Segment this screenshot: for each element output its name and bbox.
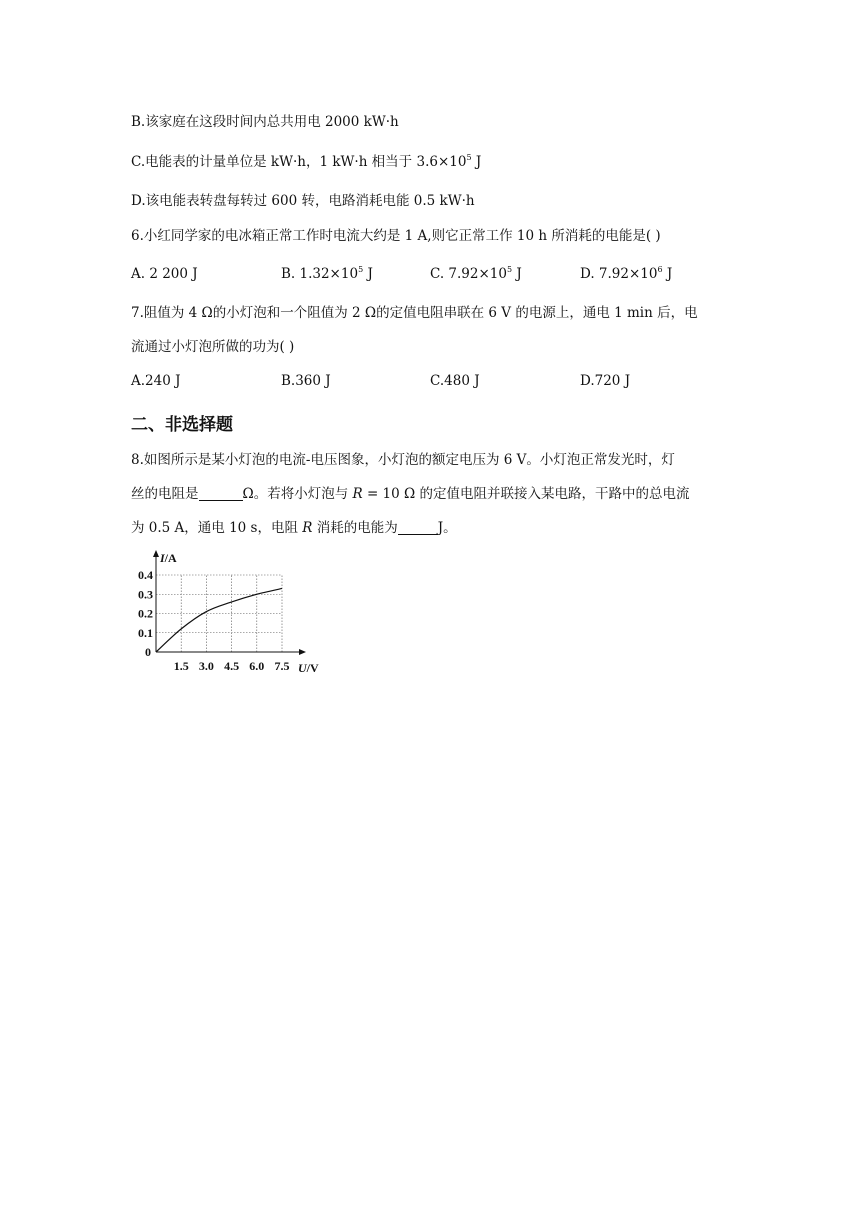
q6-option-c-exponent: 5 — [506, 265, 513, 274]
q6-option-d-text: D. 7.92×10 — [580, 266, 658, 282]
q7-option-d: D.720 J — [580, 373, 631, 389]
x-tick-label: 4.5 — [224, 659, 240, 673]
q7-stem-line2: 流通过小灯泡所做的功为( ) — [131, 339, 295, 355]
q7-stem-line1: 7.阻值为 4 Ω的小灯泡和一个阻值为 2 Ω的定值电阻串联在 6 V 的电源上，通电 1 min 后，电 — [131, 305, 698, 321]
q5-option-d: D.该电能表转盘每转过 600 转，电路消耗电能 0.5 kW·h — [131, 193, 475, 209]
q6-option-b — [281, 265, 373, 283]
x-tick-label: 7.5 — [274, 659, 290, 673]
q8-line2-unit-text: Ω。若将小灯泡与 — [242, 486, 353, 502]
y-axis-arrow — [153, 550, 159, 557]
q6-option-c-unit: J — [512, 266, 522, 282]
q6-option-d — [580, 265, 672, 283]
chart-grid — [156, 575, 282, 652]
q6-option-b-unit: J — [363, 266, 373, 282]
answer-blank-resistance[interactable] — [199, 486, 243, 501]
iv-curve-points — [156, 588, 282, 652]
q5-option-b: B.该家庭在这段时间内总共用电 2000 kW·h — [131, 114, 399, 130]
q5-option-c — [131, 153, 481, 171]
y-axis-label: I/A — [160, 551, 177, 565]
y-tick-label: 0.4 — [138, 568, 153, 582]
q6-option-c-text: C. 7.92×10 — [430, 266, 507, 282]
origin-label: 0 — [145, 645, 151, 659]
q8-line3-text: 为 0.5 A，通电 10 s，电阻 — [131, 520, 303, 536]
iv-curve-line — [156, 588, 282, 652]
q6-option-c — [430, 265, 522, 283]
q8-line3-mid: 消耗的电能为 — [312, 520, 398, 536]
q8-line2-text: 丝的电阻是 — [131, 486, 199, 502]
q8-line3 — [131, 519, 457, 537]
x-tick-label: 6.0 — [249, 659, 265, 673]
q6-option-d-exponent: 6 — [657, 265, 663, 274]
resistor-value: = 10 Ω — [362, 486, 416, 502]
x-tick-label: 3.0 — [198, 659, 214, 673]
y-tick-label: 0.2 — [138, 606, 153, 621]
q8-line1: 8.如图所示是某小灯泡的电流-电压图象，小灯泡的额定电压为 6 V。小灯泡正常发光时，灯 — [131, 452, 675, 468]
answer-blank-energy[interactable] — [398, 520, 438, 535]
q8-line3-end: J。 — [437, 520, 457, 536]
iv-chart — [128, 548, 338, 678]
q6-stem: 6.小红同学家的电冰箱正常工作时电流大约是 1 A,则它正常工作 10 h 所消耗的电能是( ) — [131, 228, 661, 244]
q5-option-c-unit: J — [471, 154, 482, 170]
q6-option-d-unit: J — [662, 266, 673, 282]
x-axis-arrow — [299, 649, 306, 655]
q5-option-c-text: C.电能表的计量单位是 kW·h，1 kW·h 相当于 3.6×10 — [131, 154, 467, 170]
q7-option-a: A.240 J — [131, 373, 181, 389]
resistor-symbol-2: R — [302, 520, 313, 536]
q7-option-b: B.360 J — [281, 373, 331, 389]
q6-option-b-exponent: 5 — [358, 265, 364, 274]
x-tick-label: 1.5 — [173, 659, 189, 673]
chart-axes — [153, 550, 319, 675]
q7-option-c: C.480 J — [430, 373, 480, 389]
section-title: 二、非选择题 — [131, 415, 233, 435]
q6-option-a: A. 2 200 J — [131, 266, 198, 282]
y-tick-label: 0.1 — [138, 625, 153, 640]
q8-line2 — [131, 485, 690, 503]
resistor-symbol: R — [352, 486, 363, 502]
chart-ticks — [138, 568, 290, 673]
q8-line2-rest: 的定值电阻并联接入某电路，干路中的总电流 — [415, 486, 690, 502]
x-axis-label: U/V — [298, 661, 319, 675]
q6-option-b-text: B. 1.32×10 — [281, 266, 359, 282]
y-tick-label: 0.3 — [138, 587, 153, 602]
q5-option-c-exponent: 5 — [466, 153, 472, 162]
